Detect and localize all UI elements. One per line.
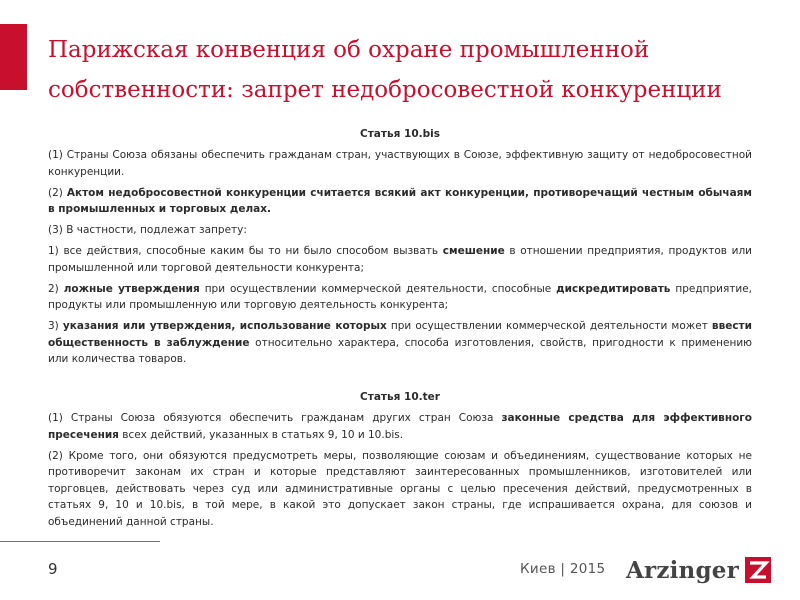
article-10bis-item-1 (48, 243, 752, 276)
item-1-text-a: 1) все действия, способные каким бы то ни было способом вызвать (48, 245, 443, 258)
logo-mark-icon (745, 557, 771, 583)
slide-title (48, 30, 778, 110)
item-2-text-c: предприятие, продукты или промышленную или торговую деятельность конкурента; (48, 282, 752, 312)
ter-para-1-bold: законные средства для эффективного пресечения (48, 412, 752, 441)
item-3-bold-1: указания или утверждения, использование которых (62, 320, 387, 333)
title-line-2: собственности: запрет недобросовестной конкуренции (48, 77, 722, 103)
arzinger-logo (626, 554, 771, 586)
article-10bis-item-2 (48, 281, 752, 314)
article-10bis-item-3 (48, 318, 752, 368)
item-1-text-b: в отношении предприятия, продуктов или промышленной или торговой деятельности конкурента; (48, 245, 752, 274)
page-number: 9 (48, 560, 58, 578)
item-1-bold: смешение (442, 245, 505, 258)
item-3-text-b: при осуществлении коммерческой деятельности может (386, 320, 712, 333)
item-3-bold-2: ввести общественность в заблуждение (48, 320, 752, 349)
footer-city-year: Киев | 2015 (520, 561, 606, 577)
article-10bis-para-2 (48, 185, 752, 218)
item-2-text-a: 2) (48, 282, 64, 295)
title-line-1: Парижская конвенция об охране промышленной (48, 37, 650, 63)
logo-wordmark: Arzinger (626, 556, 739, 584)
item-2-bold-1: ложные утверждения (63, 282, 200, 295)
article-10ter-heading: Статья 10.ter (360, 391, 440, 404)
article-10ter-para-2: (2) Кроме того, они обязуются предусмотреть меры, позволяющие союзам и объединениям, существование которых не противоречит законам их стран и которые представляют заинтересованных промышленников, изготовителей или торговцев, действовать через суд или административные органы с целью пресечения действий, предусмотренных в статьях 9, 10 и 10.bis, в той мере, в какой это допускает закон страны, где испрашивается охрана, для союзов и объединений данной страны. (48, 449, 752, 528)
item-3-text-c: относительно характера, способа изготовления, свойств, пригодности к применению или количества товаров. (48, 336, 752, 366)
para-2-bold: Актом недобросовестной конкуренции считается всякий акт конкуренции, противоречащий честным обычаям в промышленных и торговых делах. (48, 186, 752, 216)
section-gap (48, 372, 752, 389)
ter-para-1-text-b: всех действий, указанных в статьях 9, 10 и 10.bis. (118, 428, 404, 441)
item-2-text-b: при осуществлении коммерческой деятельности, способные (199, 282, 557, 295)
slide-content (48, 126, 752, 535)
article-10bis-para-1: (1) Страны Союза обязаны обеспечить гражданам стран, участвующих в Союзе, эффективную защиту от недобросовестной конкуренции. (48, 148, 752, 178)
para-2-prefix: (2) (48, 186, 67, 199)
ter-para-1-text-a: (1) Страны Союза обязуются обеспечить гражданам других стран Союза (48, 412, 502, 425)
title-accent-bar (0, 24, 27, 90)
article-10bis-para-3: (3) В частности, подлежат запрету: (48, 224, 247, 237)
footer-accent-line (0, 541, 160, 542)
item-2-bold-2: дискредитировать (556, 282, 671, 295)
article-10bis-heading: Статья 10.bis (360, 128, 440, 140)
item-3-text-a: 3) (48, 320, 63, 333)
article-10ter-para-1 (48, 410, 752, 443)
